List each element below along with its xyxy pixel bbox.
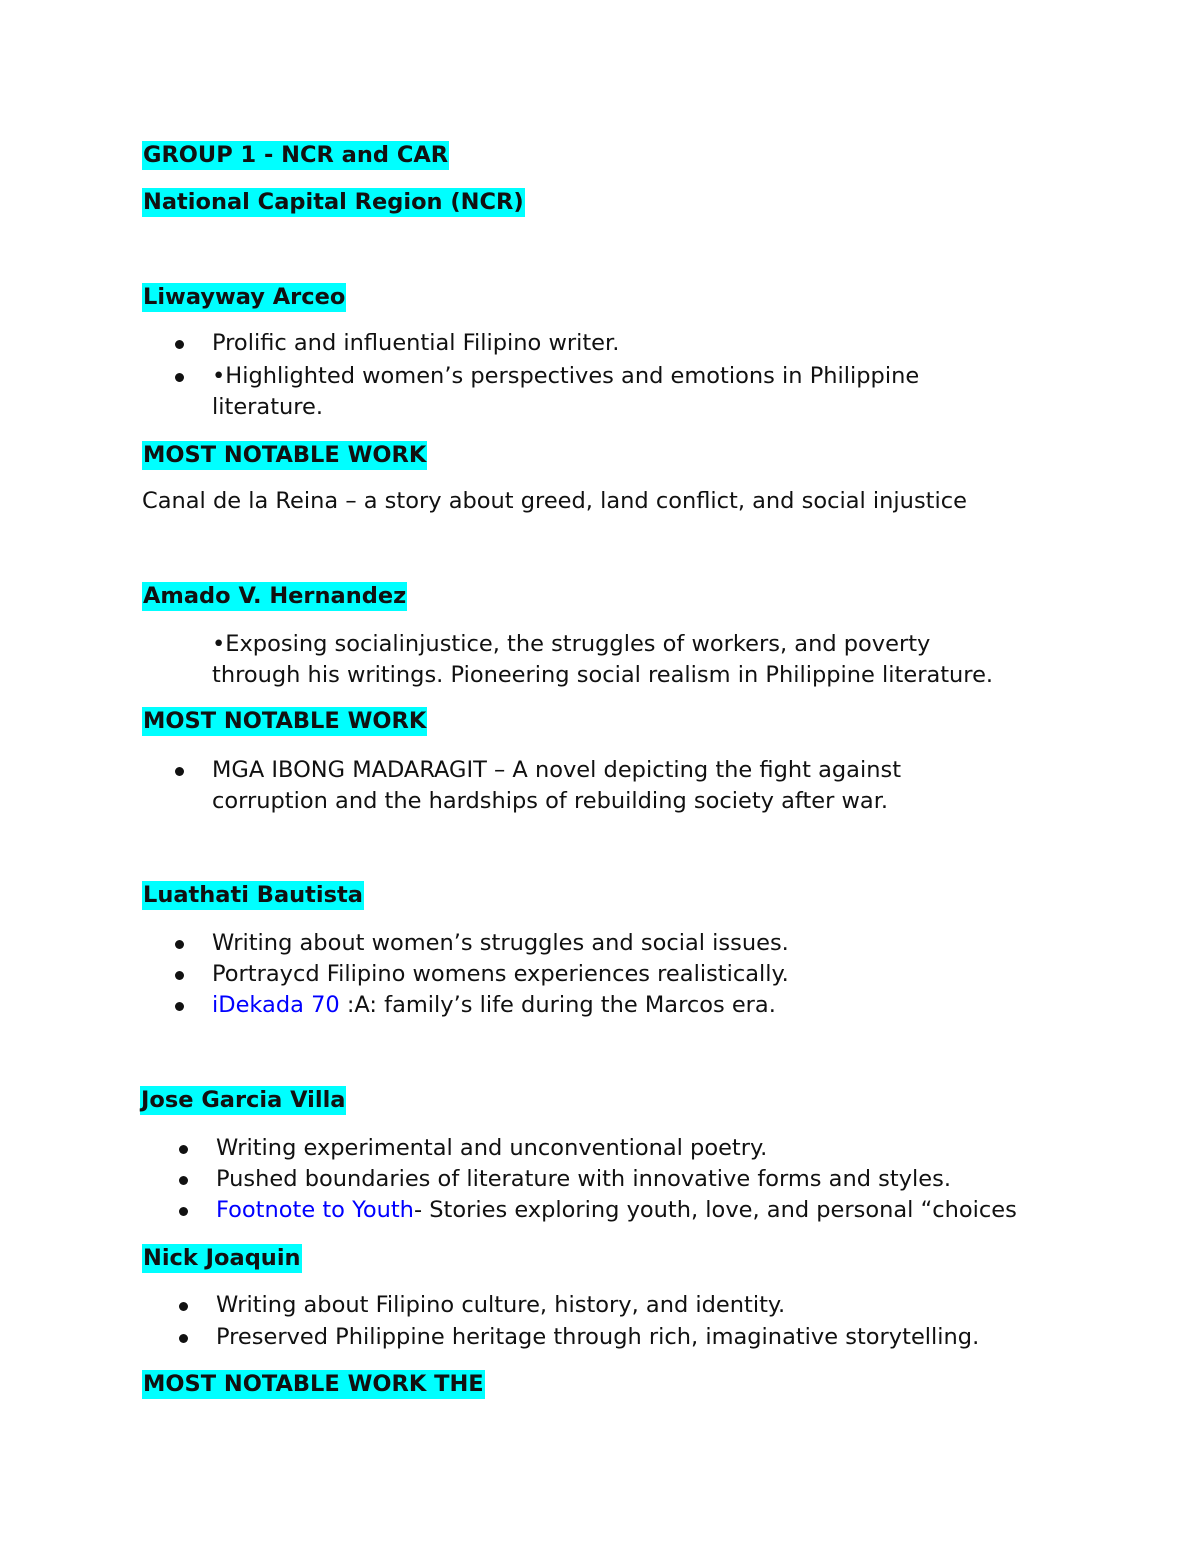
bullet-icon bbox=[175, 1002, 184, 1011]
list-item-text: - Stories exploring youth, love, and personal “choices bbox=[413, 1197, 1017, 1223]
list-item-text: Prolific and influential Filipino writer. bbox=[212, 330, 620, 356]
bullet-icon bbox=[179, 1145, 188, 1154]
bullet-icon bbox=[175, 767, 184, 776]
list-item bbox=[0, 1290, 1200, 1321]
notable-work-arceo: Canal de la Reina – a story about greed, land conflict, and social injustice bbox=[142, 488, 967, 514]
list-item bbox=[0, 990, 1200, 1021]
writer-name-villa: Jose Garcia Villa bbox=[141, 1087, 346, 1113]
list-item-text: :A: family’s life during the Marcos era. bbox=[339, 992, 776, 1018]
list-item-text: Portraycd Filipino womens experiences realistically. bbox=[212, 961, 789, 987]
list-item-text: Writing experimental and unconventional poetry. bbox=[216, 1135, 768, 1161]
region-title: National Capital Region (NCR) bbox=[143, 189, 524, 215]
list-item-text: Preserved Philippine heritage through rich, imaginative storytelling. bbox=[216, 1324, 980, 1350]
list-item bbox=[0, 1195, 1200, 1226]
bullet-icon bbox=[175, 340, 184, 349]
notable-heading-arceo: MOST NOTABLE WORK bbox=[143, 442, 427, 468]
work-link-dekada[interactable]: iDekada 70 bbox=[212, 992, 340, 1018]
list-item-continuation: corruption and the hardships of rebuilding society after war. bbox=[212, 788, 889, 814]
list-item bbox=[0, 1322, 1200, 1353]
list-item bbox=[0, 959, 1200, 990]
list-item bbox=[0, 361, 1200, 392]
bullet-icon bbox=[179, 1302, 188, 1311]
list-item bbox=[0, 1164, 1200, 1195]
bullet-icon bbox=[179, 1334, 188, 1343]
list-item-text: Writing about women’s struggles and social issues. bbox=[212, 930, 789, 956]
group-title: GROUP 1 - NCR and CAR bbox=[143, 142, 449, 168]
list-item bbox=[0, 1133, 1200, 1164]
bullet-icon bbox=[175, 940, 184, 949]
description-line: through his writings. Pioneering social realism in Philippine literature. bbox=[212, 662, 994, 688]
notable-heading-joaquin: MOST NOTABLE WORK THE bbox=[143, 1371, 484, 1397]
list-item-text: MGA IBONG MADARAGIT – A novel depicting the fight against bbox=[212, 757, 902, 783]
bullet-icon bbox=[179, 1176, 188, 1185]
bullet-icon bbox=[175, 971, 184, 980]
list-item bbox=[0, 328, 1200, 359]
bullet-icon bbox=[179, 1207, 188, 1216]
bullet-icon bbox=[175, 373, 184, 382]
writer-name-hernandez: Amado V. Hernandez bbox=[143, 583, 407, 609]
writer-name-arceo: Liwayway Arceo bbox=[143, 284, 346, 310]
notable-heading-hernandez: MOST NOTABLE WORK bbox=[143, 708, 427, 734]
writer-name-joaquin: Nick Joaquin bbox=[143, 1245, 301, 1271]
description-line: •Exposing socialinjustice, the struggles of workers, and poverty bbox=[212, 631, 931, 657]
list-item-text: Pushed boundaries of literature with innovative forms and styles. bbox=[216, 1166, 951, 1192]
list-item bbox=[0, 928, 1200, 959]
list-item-text: Writing about Filipino culture, history, and identity. bbox=[216, 1292, 786, 1318]
writer-name-bautista: Luathati Bautista bbox=[143, 882, 363, 908]
list-item-continuation: literature. bbox=[212, 394, 324, 420]
list-item-text: •Highlighted women’s perspectives and emotions in Philippine bbox=[212, 363, 920, 389]
list-item bbox=[0, 755, 1200, 786]
work-link-footnote[interactable]: Footnote to Youth bbox=[216, 1197, 414, 1223]
